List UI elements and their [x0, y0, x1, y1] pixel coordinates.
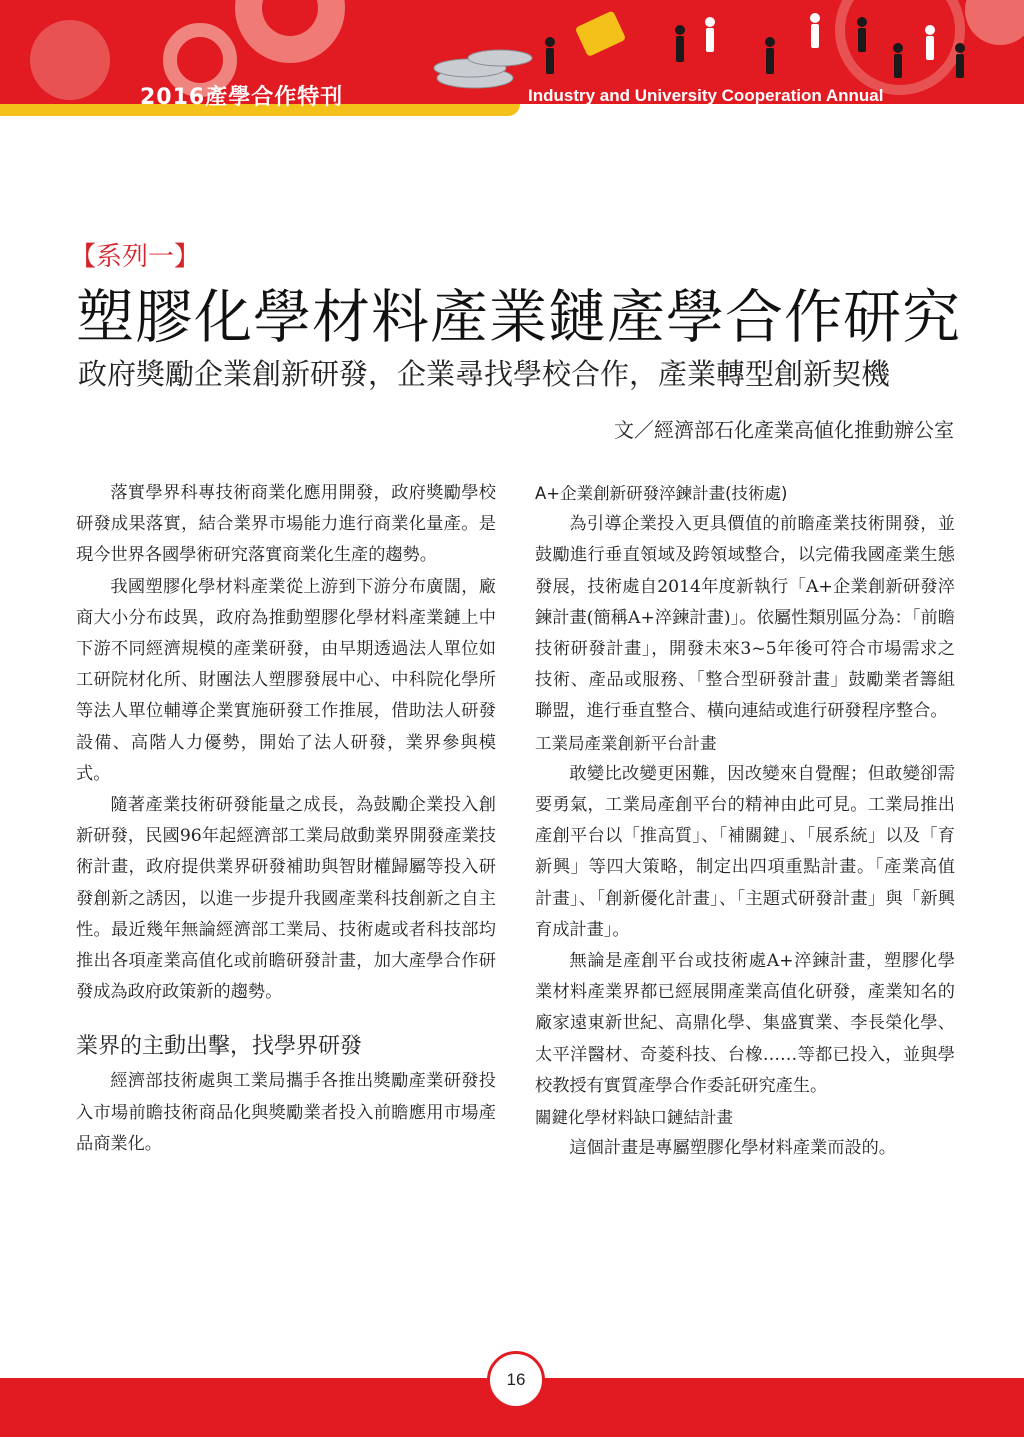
paragraph: 落實學界科專技術商業化應用開發，政府獎勵學校研發成果落實，結合業界市場能力進行商業化量產。是現今世界各國學術研究落實商業化生產的趨勢。: [76, 483, 496, 566]
article-subtitle: 政府獎勵企業創新研發，企業尋找學校合作，產業轉型創新契機: [78, 357, 891, 391]
paragraph: 為引導企業投入更具價值的前瞻產業技術開發，並鼓勵進行垂直領域及跨領域整合，以完備我國產業生態發展，技術處自2014年度新執行「A+企業創新研發淬鍊計畫(簡稱A+淬鍊計畫)」。依屬性類別區分為：「前瞻技術研發計畫」，開發未來3~5年後可符合市場需求之技術、產品或服務、「整合型研發計畫」鼓勵業者籌組聯盟，進行垂直整合、橫向連結或進行研發程序整合。: [535, 514, 955, 722]
paragraph: 這個計畫是專屬塑膠化學材料產業而設的。: [569, 1138, 896, 1159]
page-header: [0, 0, 1024, 120]
paragraph: 隨著產業技術研發能量之成長，為鼓勵企業投入創新研發，民國96年起經濟部工業局啟動業界開發產業技術計畫，政府提供業界研發補助與智財權歸屬等投入研發創新之誘因，以進一步提升我國產業科技創新之自主性。最近幾年無論經濟部工業局、技術處或者科技部均推出各項產業高值化或前瞻研發計畫，加大產學合作研發成為政府政策新的趨勢。: [76, 795, 496, 1003]
series-label: 【系列一】: [70, 242, 201, 272]
section-heading: 業界的主動出擊，找學界研發: [76, 1034, 363, 1060]
annual-brand-english: Industry and University Cooperation Annual: [528, 86, 884, 105]
subheading: 關鍵化學材料缺口鏈結計畫: [535, 1108, 733, 1128]
paragraph: 敢變比改變更困難，因改變來自覺醒；但敢變卻需要勇氣，工業局產創平台的精神由此可見。工業局推出產創平台以「推高質」、「補關鍵」、「展系統」以及「育新興」等四大策略，制定出四項重點計畫。「產業高值計畫」、「創新優化計畫」、「主題式研發計畫」與「新興育成計畫」。: [535, 763, 955, 940]
left-column: [76, 478, 496, 1160]
paragraph: 經濟部技術處與工業局攜手各推出獎勵產業研發投入市場前瞻技術商品化與獎勵業者投入前瞻應用市場產品商業化。: [76, 1071, 496, 1154]
page-number: 16: [487, 1351, 545, 1409]
paragraph: 無論是產創平台或技術處A+淬鍊計畫，塑膠化學業材料產業界都已經展開產業高值化研發，產業知名的廠家遠東新世紀、高鼎化學、集盛實業、李長榮化學、太平洋醫材、奇菱科技、台橡……等都已投入，並與學校教授有實質產學合作委託研究產生。: [535, 951, 955, 1096]
article-author: 文／經濟部石化產業高値化推動辦公室: [614, 418, 954, 442]
subheading: A+企業創新研發淬鍊計畫(技術處): [535, 484, 788, 503]
article-title: 塑膠化學材料產業鏈產學合作研究: [76, 283, 962, 351]
right-column: [535, 478, 955, 1164]
paragraph: 我國塑膠化學材料產業從上游到下游分布廣闊，廠商大小分布歧異，政府為推動塑膠化學材料產業鏈上中下游不同經濟規模的產業研發，由早期透過法人單位如工研院材化所、財團法人塑膠發展中心、中科院化學所等法人單位輔導企業實施研發工作推展，借助法人研發設備、高階人力優勢，開始了法人研發，業界參與模式。: [76, 576, 496, 784]
subheading: 工業局產業創新平台計畫: [535, 733, 717, 753]
annual-brand-title: 2016產學合作特刊: [140, 85, 344, 110]
